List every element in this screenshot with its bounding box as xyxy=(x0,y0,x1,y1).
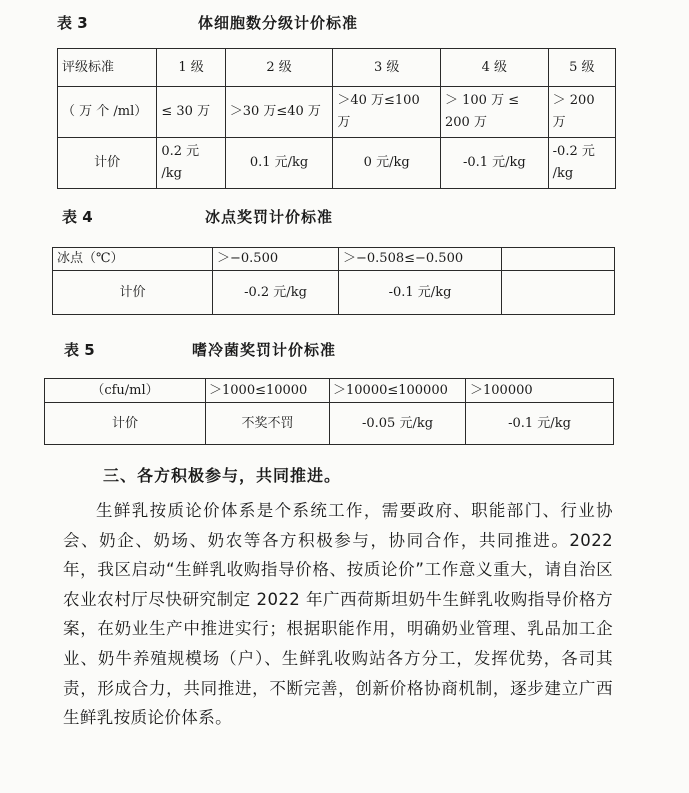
table4-header-cell: ＞−0.500 xyxy=(213,248,339,271)
table3-range-cell: ＞40 万≤100 万 xyxy=(333,87,441,138)
table4-header-row xyxy=(53,248,615,271)
table5-price-label: 计价 xyxy=(45,403,206,445)
table3-price-row xyxy=(58,138,616,189)
table4-header-cell xyxy=(502,248,615,271)
table4-header-cell: 冰点（℃） xyxy=(53,248,213,271)
table4-price-row xyxy=(53,271,615,315)
table3-label: 表 3 xyxy=(57,14,88,32)
table4-price-cell: -0.2 元/kg xyxy=(213,271,339,315)
table4-header-cell: ＞−0.508≤−0.500 xyxy=(339,248,502,271)
table3-title: 体细胞数分级计价标准 xyxy=(198,14,359,32)
table5-header-cell: ＞1000≤10000 xyxy=(206,379,330,403)
table4-price-cell xyxy=(502,271,615,315)
table5-price-cell: 不奖不罚 xyxy=(206,403,330,445)
body-paragraph: 生鲜乳按质论价体系是个系统工作，需要政府、职能部门、行业协会、奶企、奶场、奶农等各方积极参与，协同合作，共同推进。2022 年，我区启动“生鲜乳收购指导价格、按质论价”工作意义重大，请自治区农业农村厅尽快研究制定 2022 年广西荷斯坦奶牛生鲜乳收购指导价格方案，在奶业生产中推进实行；根据职能作用，明确奶业管理、乳品加工企业、奶牛养殖规模场（户）、生鲜乳收购站各方分工，发挥优势，各司其责，形成合力，共同推进，不断完善，创新价格协商机制，逐步建立广西生鲜乳按质论价体系。 xyxy=(63,501,613,728)
table5-price-cell: -0.05 元/kg xyxy=(330,403,466,445)
table3-header-cell: 5 级 xyxy=(548,49,615,87)
table3 xyxy=(57,48,616,189)
table5-label: 表 5 xyxy=(64,341,95,359)
table3-header-row xyxy=(58,49,616,87)
table5-header-cell: ＞10000≤100000 xyxy=(330,379,466,403)
table3-header-cell: 3 级 xyxy=(333,49,441,87)
table3-price-label: 计价 xyxy=(58,138,157,189)
table4-title: 冰点奖罚计价标准 xyxy=(205,208,334,226)
table4-price-label: 计价 xyxy=(53,271,213,315)
table5-price-cell: -0.1 元/kg xyxy=(466,403,614,445)
table3-price-cell: -0.1 元/kg xyxy=(441,138,549,189)
table5-header-row xyxy=(45,379,614,403)
table3-range-row xyxy=(58,87,616,138)
table5 xyxy=(44,378,614,445)
table5-title: 嗜冷菌奖罚计价标准 xyxy=(192,341,337,359)
table3-price-cell: 0.1 元/kg xyxy=(225,138,333,189)
table3-price-cell: 0 元/kg xyxy=(333,138,441,189)
table3-price-cell: 0.2 元 /kg xyxy=(157,138,225,189)
table3-range-cell: ＞30 万≤40 万 xyxy=(225,87,333,138)
table3-range-cell: ＞ 100 万 ≤ 200 万 xyxy=(441,87,549,138)
table4-label: 表 4 xyxy=(62,208,93,226)
table3-header-cell: 4 级 xyxy=(441,49,549,87)
table3-header-cell: 评级标准 xyxy=(58,49,157,87)
table3-range-cell: ＞ 200 万 xyxy=(548,87,615,138)
table4 xyxy=(52,247,615,315)
table3-header-cell: 1 级 xyxy=(157,49,225,87)
table4-price-cell: -0.1 元/kg xyxy=(339,271,502,315)
table5-header-cell: ＞100000 xyxy=(466,379,614,403)
table3-price-cell: -0.2 元 /kg xyxy=(548,138,615,189)
table3-header-cell: 2 级 xyxy=(225,49,333,87)
table3-range-cell: ≤ 30 万 xyxy=(157,87,225,138)
table3-unit-cell: （ 万 个 /ml） xyxy=(58,87,157,138)
table5-price-row xyxy=(45,403,614,445)
section-heading: 三、各方积极参与，共同推进。 xyxy=(103,466,342,485)
table5-header-cell: （cfu/ml） xyxy=(45,379,206,403)
